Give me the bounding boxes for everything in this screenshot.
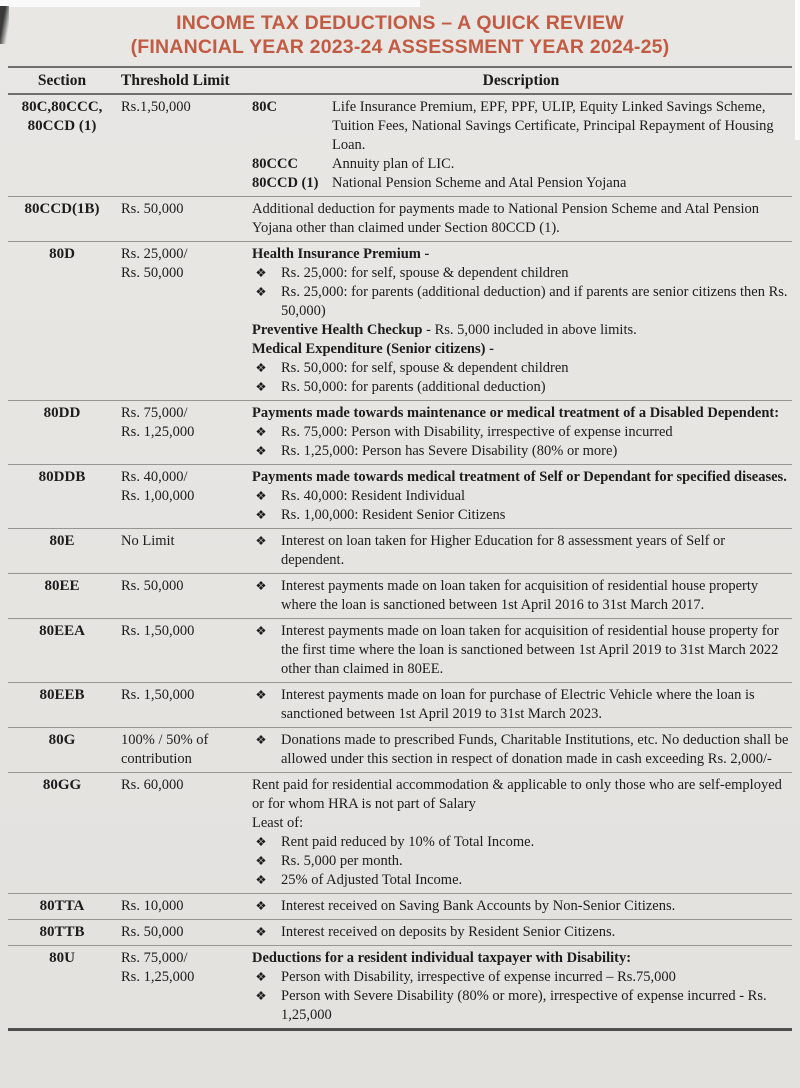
diamond-bullet-icon: ❖: [255, 688, 267, 702]
page-title-line1: INCOME TAX DEDUCTIONS – A QUICK REVIEW: [176, 12, 624, 34]
section-label: 80CCD(1B): [24, 201, 100, 217]
threshold-value: Rs. 50,000: [121, 265, 184, 281]
section-label: 80EEB: [39, 687, 85, 703]
diamond-bullet-icon: ❖: [255, 508, 267, 522]
table-row: [8, 946, 792, 1031]
photo-edge-highlight-right: [795, 0, 800, 140]
section-cell: [8, 949, 116, 1025]
table-row: [8, 95, 792, 197]
description-heading: Health Insurance Premium -: [252, 246, 430, 262]
section-cell: [8, 98, 116, 193]
description-bullet-item: [252, 968, 790, 987]
description-bullet-item: [252, 897, 790, 916]
description-cell: [252, 245, 792, 397]
threshold-value: Rs. 40,000/: [121, 469, 188, 485]
threshold-value: Rs. 75,000/: [121, 950, 188, 966]
diamond-bullet-icon: ❖: [255, 444, 267, 458]
diamond-bullet-icon: ❖: [255, 970, 267, 984]
threshold-value: Rs. 1,25,000: [121, 969, 195, 985]
section-label: 80G: [48, 732, 76, 748]
threshold-cell: [116, 468, 252, 525]
diamond-bullet-icon: ❖: [255, 266, 267, 280]
section-cell: [8, 577, 116, 615]
section-label: 80DD: [43, 405, 81, 421]
table-row: [8, 242, 792, 401]
threshold-cell: [116, 98, 252, 193]
threshold-value: Rs.1,50,000: [121, 99, 191, 115]
diamond-bullet-icon: ❖: [255, 361, 267, 375]
description-text: Rent paid for residential accommodation & applicable to only those who are self-employed or for whom HRA is not part of Salary: [252, 777, 782, 812]
table-row: [8, 894, 792, 920]
bullet-text: Interest on loan taken for Higher Education for 8 assessment years of Self or dependent.: [281, 533, 726, 568]
description-bullet-item: [252, 487, 790, 506]
bullet-text: Donations made to prescribed Funds, Charitable Institutions, etc. No deduction shall be allowed under this section in respect of donation made in cash exceeding Rs. 2,000/-: [281, 732, 789, 767]
subsection-code: 80C: [252, 99, 277, 115]
threshold-value: Rs. 75,000/: [121, 405, 188, 421]
threshold-cell: [116, 200, 252, 238]
description-bullet-item: [252, 506, 790, 525]
table-row: [8, 401, 792, 465]
section-label: 80U: [49, 950, 75, 966]
subsection-text: Annuity plan of LIC.: [332, 156, 455, 172]
description-cell: [252, 923, 792, 942]
description-cell: [252, 731, 792, 769]
section-label: 80E: [49, 533, 75, 549]
section-cell: [8, 468, 116, 525]
page-title: [0, 0, 800, 59]
description-cell: [252, 776, 792, 890]
description-bullet-item: [252, 442, 790, 461]
bullet-text: Rs. 25,000: for self, spouse & dependent children: [281, 265, 569, 281]
section-cell: [8, 686, 116, 724]
threshold-value: Rs. 1,50,000: [121, 687, 195, 703]
threshold-value: 100% / 50% of: [121, 732, 209, 748]
section-cell: [8, 923, 116, 942]
table-row: [8, 728, 792, 773]
section-label: 80CCD (1): [27, 118, 97, 134]
description-cell: [252, 200, 792, 238]
heading-rest: - Rs. 5,000 included in above limits.: [422, 322, 637, 338]
photo-corner-shadow: [0, 6, 9, 44]
diamond-bullet-icon: ❖: [255, 380, 267, 394]
threshold-value: Rs. 50,000: [121, 578, 184, 594]
description-cell: [252, 98, 792, 193]
section-cell: [8, 532, 116, 570]
threshold-value: Rs. 25,000/: [121, 246, 188, 262]
description-bullet-item: [252, 359, 790, 378]
diamond-bullet-icon: ❖: [255, 425, 267, 439]
threshold-cell: [116, 923, 252, 942]
diamond-bullet-icon: ❖: [255, 899, 267, 913]
section-cell: [8, 776, 116, 890]
threshold-value: Rs. 1,50,000: [121, 623, 195, 639]
header-section: Section: [37, 72, 87, 89]
threshold-cell: [116, 577, 252, 615]
threshold-cell: [116, 731, 252, 769]
description-bullet-item: [252, 532, 790, 570]
threshold-cell: [116, 686, 252, 724]
section-cell: [8, 622, 116, 679]
description-heading-inline: [252, 321, 790, 340]
description-cell: [252, 622, 792, 679]
section-cell: [8, 200, 116, 238]
bullet-text: 25% of Adjusted Total Income.: [281, 872, 463, 888]
threshold-value: Rs. 1,25,000: [121, 424, 195, 440]
description-bullet-item: [252, 852, 790, 871]
threshold-value: No Limit: [121, 533, 175, 549]
header-threshold: Threshold Limit: [121, 72, 230, 89]
diamond-bullet-icon: ❖: [255, 835, 267, 849]
threshold-value: Rs. 50,000: [121, 201, 184, 217]
description-heading: Payments made towards maintenance or medical treatment of a Disabled Dependent:: [252, 405, 780, 421]
description-cell: [252, 468, 792, 525]
description-bullet-item: [252, 622, 790, 679]
bullet-text: Person with Disability, irrespective of expense incurred – Rs.75,000: [281, 969, 676, 985]
diamond-bullet-icon: ❖: [255, 285, 267, 299]
description-cell: [252, 686, 792, 724]
description-bullet-item: [252, 423, 790, 442]
page-title-line2: (FINANCIAL YEAR 2023-24 ASSESSMENT YEAR 2024-25): [130, 36, 670, 58]
table-row: [8, 619, 792, 683]
bullet-text: Rs. 1,25,000: Person has Severe Disability (80% or more): [281, 443, 618, 459]
diamond-bullet-icon: ❖: [255, 534, 267, 548]
bullet-text: Rs. 50,000: for self, spouse & dependent children: [281, 360, 569, 376]
description-bullet-item: [252, 283, 790, 321]
bullet-text: Interest payments made on loan for purchase of Electric Vehicle where the loan is sanctioned between 1st April 2019 to 31st March 2023.: [281, 687, 755, 722]
description-bullet-item: [252, 378, 790, 397]
section-label: 80DDB: [38, 469, 86, 485]
diamond-bullet-icon: ❖: [255, 489, 267, 503]
bullet-text: Rs. 40,000: Resident Individual: [281, 488, 466, 504]
description-subsection: [252, 155, 790, 174]
diamond-bullet-icon: ❖: [255, 854, 267, 868]
section-cell: [8, 897, 116, 916]
description-bullet-item: [252, 833, 790, 852]
section-label: 80EE: [44, 578, 80, 594]
heading-lead: Preventive Health Checkup: [252, 322, 423, 338]
threshold-cell: [116, 897, 252, 916]
description-bullet-item: [252, 923, 790, 942]
bullet-text: Rs. 1,00,000: Resident Senior Citizens: [281, 507, 506, 523]
diamond-bullet-icon: ❖: [255, 989, 267, 1003]
table-row: [8, 773, 792, 894]
section-label: 80C,80CCC,: [21, 99, 103, 115]
table-row: [8, 465, 792, 529]
bullet-text: Rs. 75,000: Person with Disability, irrespective of expense incurred: [281, 424, 673, 440]
threshold-cell: [116, 622, 252, 679]
threshold-cell: [116, 949, 252, 1025]
threshold-value: Rs. 10,000: [121, 898, 184, 914]
subsection-code: 80CCC: [252, 156, 298, 172]
description-cell: [252, 532, 792, 570]
description-bullet-item: [252, 731, 790, 769]
diamond-bullet-icon: ❖: [255, 873, 267, 887]
bullet-text: Rs. 50,000: for parents (additional deduction): [281, 379, 546, 395]
description-cell: [252, 897, 792, 916]
description-text: Additional deduction for payments made to National Pension Scheme and Atal Pension Yojana other than claimed under Section 80CCD (1).: [252, 201, 760, 236]
threshold-cell: [116, 245, 252, 397]
photo-edge-highlight: [0, 0, 420, 7]
description-cell: [252, 949, 792, 1025]
table-row: [8, 529, 792, 574]
subsection-text: Life Insurance Premium, EPF, PPF, ULIP, Equity Linked Savings Scheme, Tuition Fees, National Savings Certificate, Principal Repayment of Housing Loan.: [332, 99, 774, 153]
subsection-text: National Pension Scheme and Atal Pension Yojana: [332, 175, 627, 191]
description-bullet-item: [252, 987, 790, 1025]
section-label: 80TTA: [39, 898, 85, 914]
description-subsection: [252, 98, 790, 155]
bullet-text: Interest received on Saving Bank Accounts by Non-Senior Citizens.: [281, 898, 676, 914]
bullet-text: Person with Severe Disability (80% or more), irrespective of expense incurred - Rs. 1,25,000: [281, 988, 767, 1023]
bullet-text: Interest payments made on loan taken for acquisition of residential house property where the loan is sanctioned between 1st April 2016 to 31st March 2017.: [281, 578, 759, 613]
threshold-value: Rs. 60,000: [121, 777, 184, 793]
description-bullet-item: [252, 686, 790, 724]
section-cell: [8, 404, 116, 461]
threshold-value: Rs. 50,000: [121, 924, 184, 940]
diamond-bullet-icon: ❖: [255, 925, 267, 939]
section-cell: [8, 245, 116, 397]
description-cell: [252, 404, 792, 461]
threshold-cell: [116, 776, 252, 890]
description-subsection: [252, 174, 790, 193]
description-heading: Payments made towards medical treatment of Self or Dependant for specified diseases.: [252, 469, 787, 485]
section-label: 80TTB: [39, 924, 85, 940]
threshold-value: contribution: [121, 751, 192, 767]
bullet-text: Rs. 5,000 per month.: [281, 853, 403, 869]
section-label: 80D: [49, 246, 75, 262]
section-label: 80GG: [42, 777, 82, 793]
diamond-bullet-icon: ❖: [255, 733, 267, 747]
description-heading: Deductions for a resident individual taxpayer with Disability:: [252, 950, 632, 966]
section-cell: [8, 731, 116, 769]
bullet-text: Rs. 25,000: for parents (additional deduction) and if parents are senior citizens then Rs. 50,000): [281, 284, 788, 319]
description-cell: [252, 577, 792, 615]
diamond-bullet-icon: ❖: [255, 624, 267, 638]
description-bullet-item: [252, 264, 790, 283]
description-heading: Medical Expenditure (Senior citizens) -: [252, 341, 494, 357]
threshold-cell: [116, 532, 252, 570]
table-row: [8, 197, 792, 242]
description-bullet-item: [252, 871, 790, 890]
table-body: [8, 95, 792, 1031]
header-description: Description: [482, 72, 560, 89]
bullet-text: Interest payments made on loan taken for acquisition of residential house property for the first time where the loan is sanctioned between 1st April 2019 to 31st March 2022 other than claimed in 80EE.: [281, 623, 779, 677]
section-label: 80EEA: [39, 623, 85, 639]
table-row: [8, 920, 792, 946]
diamond-bullet-icon: ❖: [255, 579, 267, 593]
threshold-value: Rs. 1,00,000: [121, 488, 195, 504]
bullet-text: Rent paid reduced by 10% of Total Income.: [281, 834, 535, 850]
description-bullet-item: [252, 577, 790, 615]
table-header-row: [8, 66, 792, 95]
subsection-code: 80CCD (1): [252, 175, 319, 191]
description-text: Least of:: [252, 815, 304, 831]
deductions-table: [8, 66, 792, 1031]
table-row: [8, 574, 792, 619]
bullet-text: Interest received on deposits by Resident Senior Citizens.: [281, 924, 616, 940]
table-row: [8, 683, 792, 728]
threshold-cell: [116, 404, 252, 461]
